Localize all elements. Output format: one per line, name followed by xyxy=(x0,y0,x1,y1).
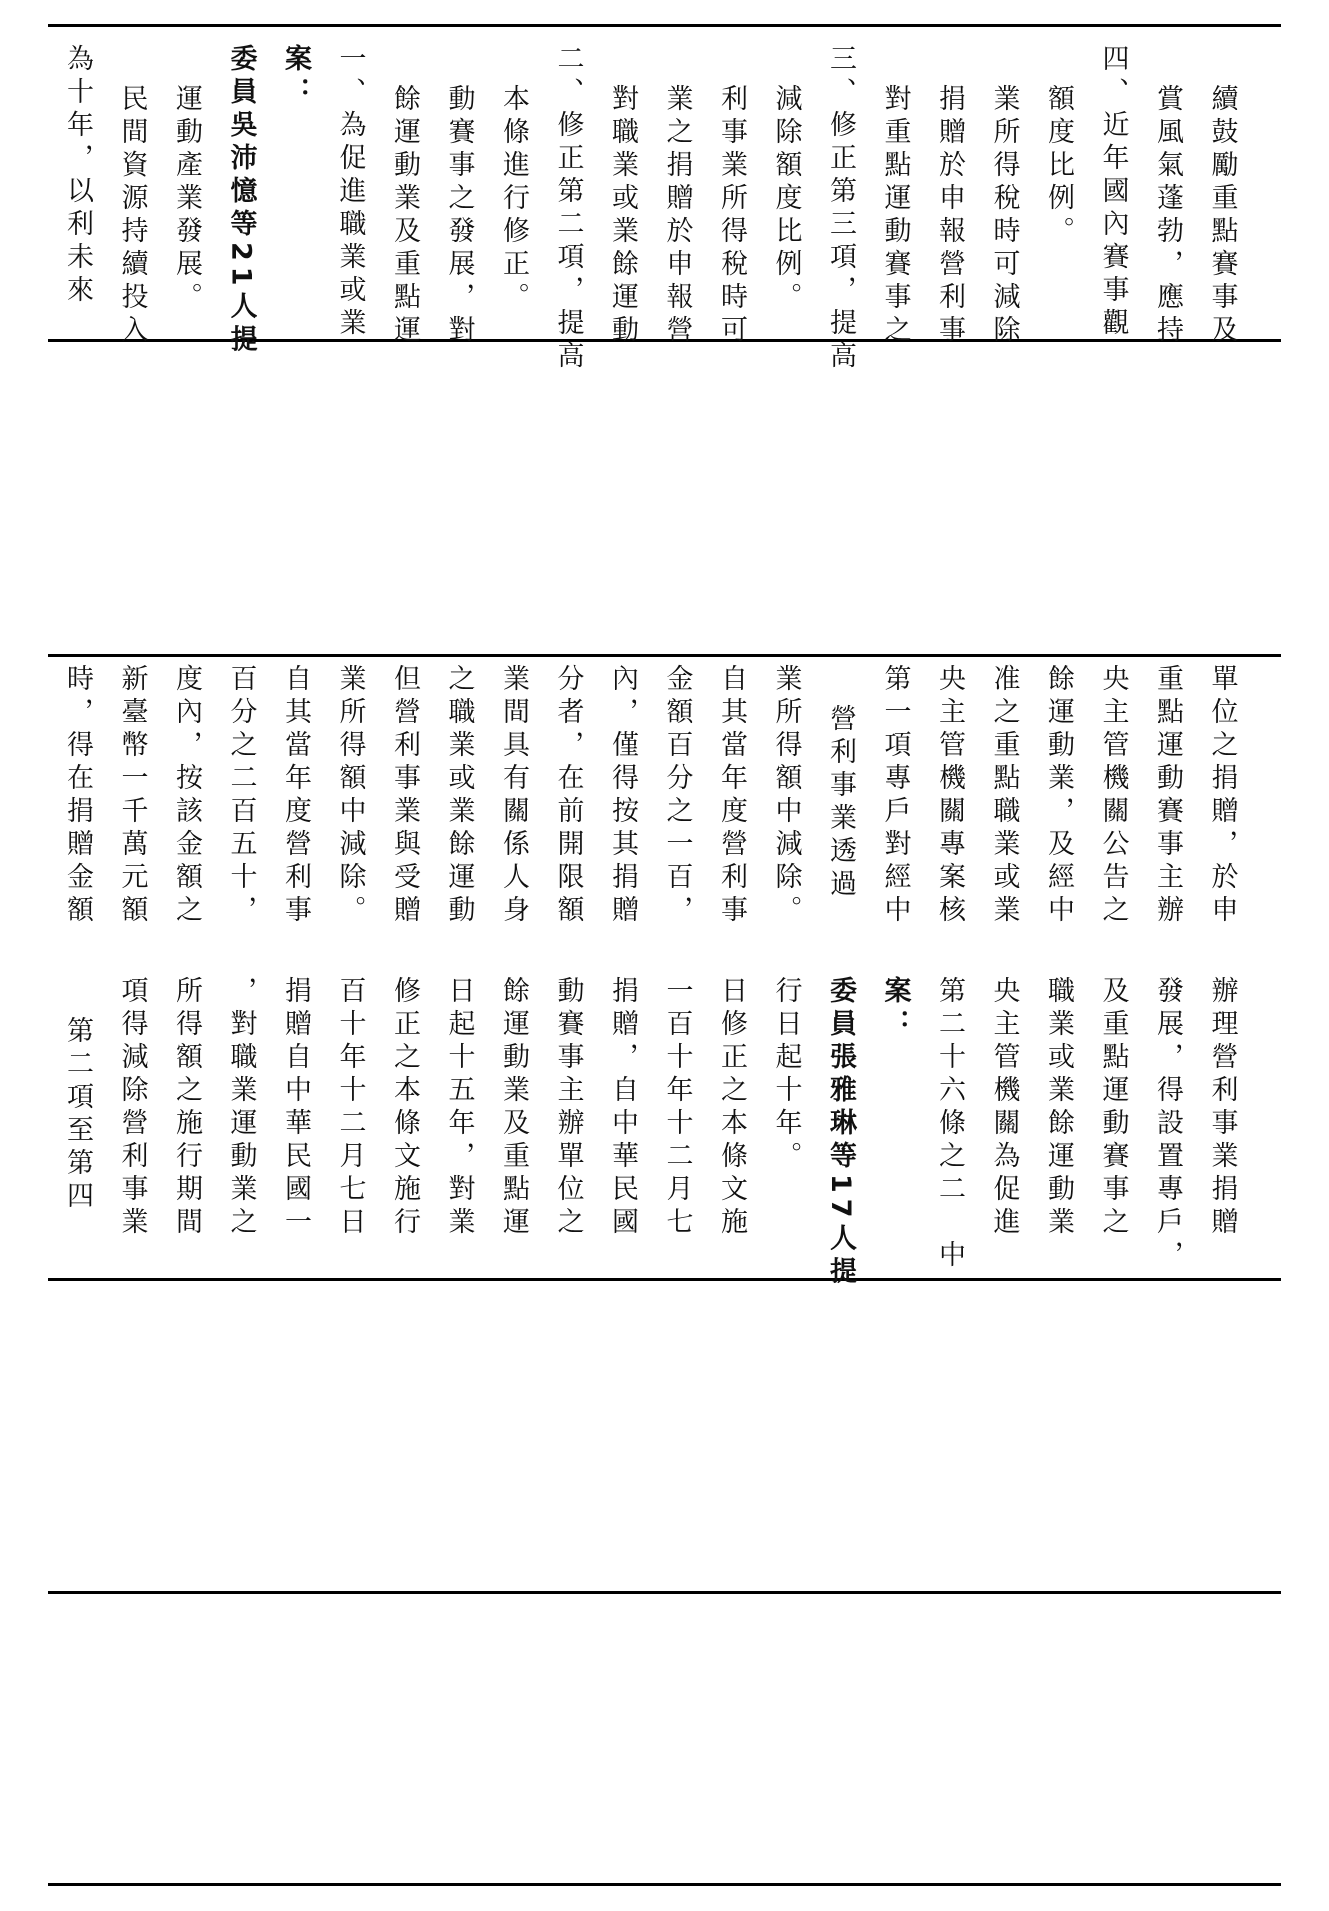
text-line: 利事業所得稅時可 xyxy=(716,84,747,348)
text-line: 新臺幣一千萬元額 xyxy=(116,664,148,928)
text-line: 減除額度比例。 xyxy=(770,84,802,315)
text-line: 營利事業透過 xyxy=(825,704,856,902)
horizontal-rule xyxy=(48,1591,1281,1594)
text-line: 業之捐贈於申報營 xyxy=(661,84,693,348)
text-line: 業所得稅時可減除 xyxy=(988,84,1020,348)
text-line: 時，得在捐贈金額 xyxy=(62,664,93,928)
heading-line: 案： xyxy=(879,976,911,1042)
text-line: 動賽事之發展，對 xyxy=(443,84,475,348)
text-line: 自其當年度營利事 xyxy=(280,664,311,928)
text-line: 辦理營利事業捐贈 xyxy=(1206,976,1238,1240)
text-line: 單位之捐贈，於申 xyxy=(1206,664,1238,928)
text-line: 餘運動業，及經中 xyxy=(1043,664,1074,928)
horizontal-rule xyxy=(48,24,1281,27)
text-line: 准之重點職業或業 xyxy=(988,664,1020,928)
horizontal-rule xyxy=(48,1883,1281,1886)
text-line: 自其當年度營利事 xyxy=(716,664,747,928)
text-line: 項得減除營利事業 xyxy=(116,976,148,1240)
text-line: 央主管機關公告之 xyxy=(1097,664,1129,928)
text-line: 餘運動業及重點運 xyxy=(389,84,420,348)
text-line: 業間具有關係人身 xyxy=(498,664,529,928)
text-line: 央主管機關為促進 xyxy=(988,976,1020,1240)
text-line: 四、近年國內賽事觀 xyxy=(1097,44,1129,341)
text-line: 本條進行修正。 xyxy=(498,84,529,315)
text-line: 之職業或業餘運動 xyxy=(443,664,475,928)
text-line: 百十年十二月七日 xyxy=(334,976,366,1240)
text-line: 分者，在前開限額 xyxy=(552,664,584,928)
text-line: ，對職業運動業之 xyxy=(225,976,257,1240)
text-line: 日起十五年，對業 xyxy=(443,976,475,1240)
text-line: 日修正之本條文施 xyxy=(716,976,747,1240)
text-panel-2 xyxy=(48,664,1281,964)
text-line: 及重點運動賽事之 xyxy=(1097,976,1129,1240)
text-line: 但營利事業與受贈 xyxy=(389,664,420,928)
text-line: 度內，按該金額之 xyxy=(171,664,202,928)
text-line: 內，僅得按其捐贈 xyxy=(607,664,638,928)
text-panel-1 xyxy=(48,44,1281,374)
text-line: 第二項至第四 xyxy=(62,1016,93,1214)
horizontal-rule xyxy=(48,654,1281,657)
text-line: 業所得額中減除。 xyxy=(334,664,366,928)
text-line: 發展，得設置專戶， xyxy=(1152,976,1183,1273)
text-line: 對重點運動賽事之 xyxy=(879,84,911,348)
text-line: 餘運動業及重點運 xyxy=(498,976,529,1240)
text-line: 一百十年十二月七 xyxy=(661,976,693,1240)
text-line: 修正之本條文施行 xyxy=(389,976,420,1240)
heading-line: 案： xyxy=(280,44,311,110)
text-line: 捐贈，自中華民國 xyxy=(607,976,638,1240)
heading-line: 委員張雅琳等17人提 xyxy=(825,976,856,1290)
heading-line: 委員吳沛憶等21人提 xyxy=(225,44,257,358)
text-line: 續鼓勵重點賽事及 xyxy=(1206,84,1238,348)
text-line: 對職業或業餘運動 xyxy=(607,84,638,348)
text-line: 捐贈於申報營利事 xyxy=(934,84,965,348)
text-line: 重點運動賽事主辦 xyxy=(1152,664,1183,928)
text-line: 三、修正第三項，提高 xyxy=(825,44,856,374)
text-line: 動賽事主辦單位之 xyxy=(552,976,584,1240)
text-line: 民間資源持續投入 xyxy=(116,84,148,348)
text-line: 第一項專戶對經中 xyxy=(879,664,911,928)
text-line: 行日起十年。 xyxy=(770,976,802,1174)
text-panel-3 xyxy=(48,976,1281,1290)
text-line: 賞風氣蓬勃，應持 xyxy=(1152,84,1183,348)
text-line: 一、為促進職業或業 xyxy=(334,44,366,341)
text-line: 所得額之施行期間 xyxy=(171,976,202,1240)
horizontal-rule xyxy=(48,1278,1281,1281)
text-line: 業所得額中減除。 xyxy=(770,664,802,928)
text-line: 職業或業餘運動業 xyxy=(1043,976,1074,1240)
text-line: 百分之二百五十， xyxy=(225,664,257,928)
text-line: 央主管機關專案核 xyxy=(934,664,965,928)
text-line: 為十年，以利未來 xyxy=(62,44,93,308)
text-line: 捐贈自中華民國一 xyxy=(280,976,311,1240)
text-line: 運動產業發展。 xyxy=(171,84,202,315)
text-line: 額度比例。 xyxy=(1043,84,1074,249)
text-line: 二、修正第二項，提高 xyxy=(552,44,584,374)
text-line: 第二十六條之二 中 xyxy=(934,976,965,1273)
text-line: 金額百分之一百， xyxy=(661,664,693,928)
